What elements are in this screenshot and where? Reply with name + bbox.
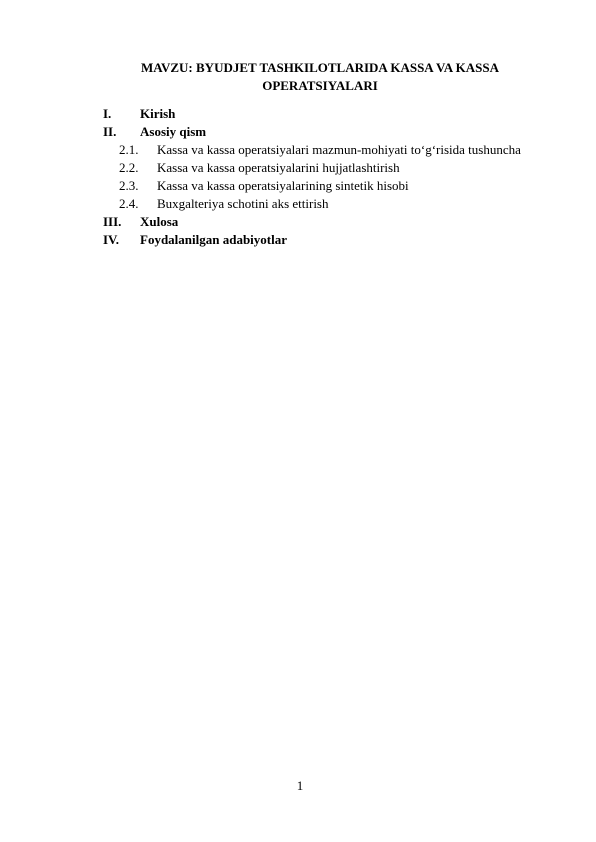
toc-item-number: II. <box>103 124 117 139</box>
toc-item-xulosa <box>103 214 178 229</box>
toc-item-number: IV. <box>103 232 120 247</box>
toc-item-label: Kirish <box>140 106 176 121</box>
toc-subitem-2-1 <box>119 142 521 157</box>
toc-subitem-2-4 <box>119 196 329 211</box>
toc-subitem-number: 2.3. <box>119 178 139 193</box>
document-title-line-2: OPERATSIYALARI <box>262 78 378 93</box>
toc-subitem-number: 2.1. <box>119 142 139 157</box>
page-number: 1 <box>296 778 304 793</box>
toc-item-adabiyotlar <box>103 232 287 247</box>
toc-item-label: Xulosa <box>140 214 179 229</box>
toc-subitem-number: 2.4. <box>119 196 139 211</box>
document-title-line-1: MAVZU: BYUDJET TASHKILOTLARIDA KASSA VA KASSA <box>141 60 499 75</box>
toc-subitem-2-3 <box>119 178 409 193</box>
toc-item-label: Foydalanilgan adabiyotlar <box>140 232 287 247</box>
toc-item-kirish <box>103 106 175 121</box>
toc-item-label: Asosiy qism <box>140 124 207 139</box>
toc-item-number: III. <box>103 214 122 229</box>
toc-item-asosiy-qism <box>103 124 206 139</box>
toc-subitem-label: Kassa va kassa operatsiyalarini hujjatlashtirish <box>157 160 400 175</box>
toc-subitem-label: Kassa va kassa operatsiyalarining sintetik hisobi <box>157 178 409 193</box>
toc-subitem-label: Kassa va kassa operatsiyalari mazmun-mohiyati to‘g‘risida tushuncha <box>157 142 521 157</box>
toc-item-number: I. <box>103 106 112 121</box>
toc-subitem-label: Buxgalteriya schotini aks ettirish <box>157 196 329 211</box>
toc-subitem-2-2 <box>119 160 400 175</box>
toc-subitem-number: 2.2. <box>119 160 139 175</box>
